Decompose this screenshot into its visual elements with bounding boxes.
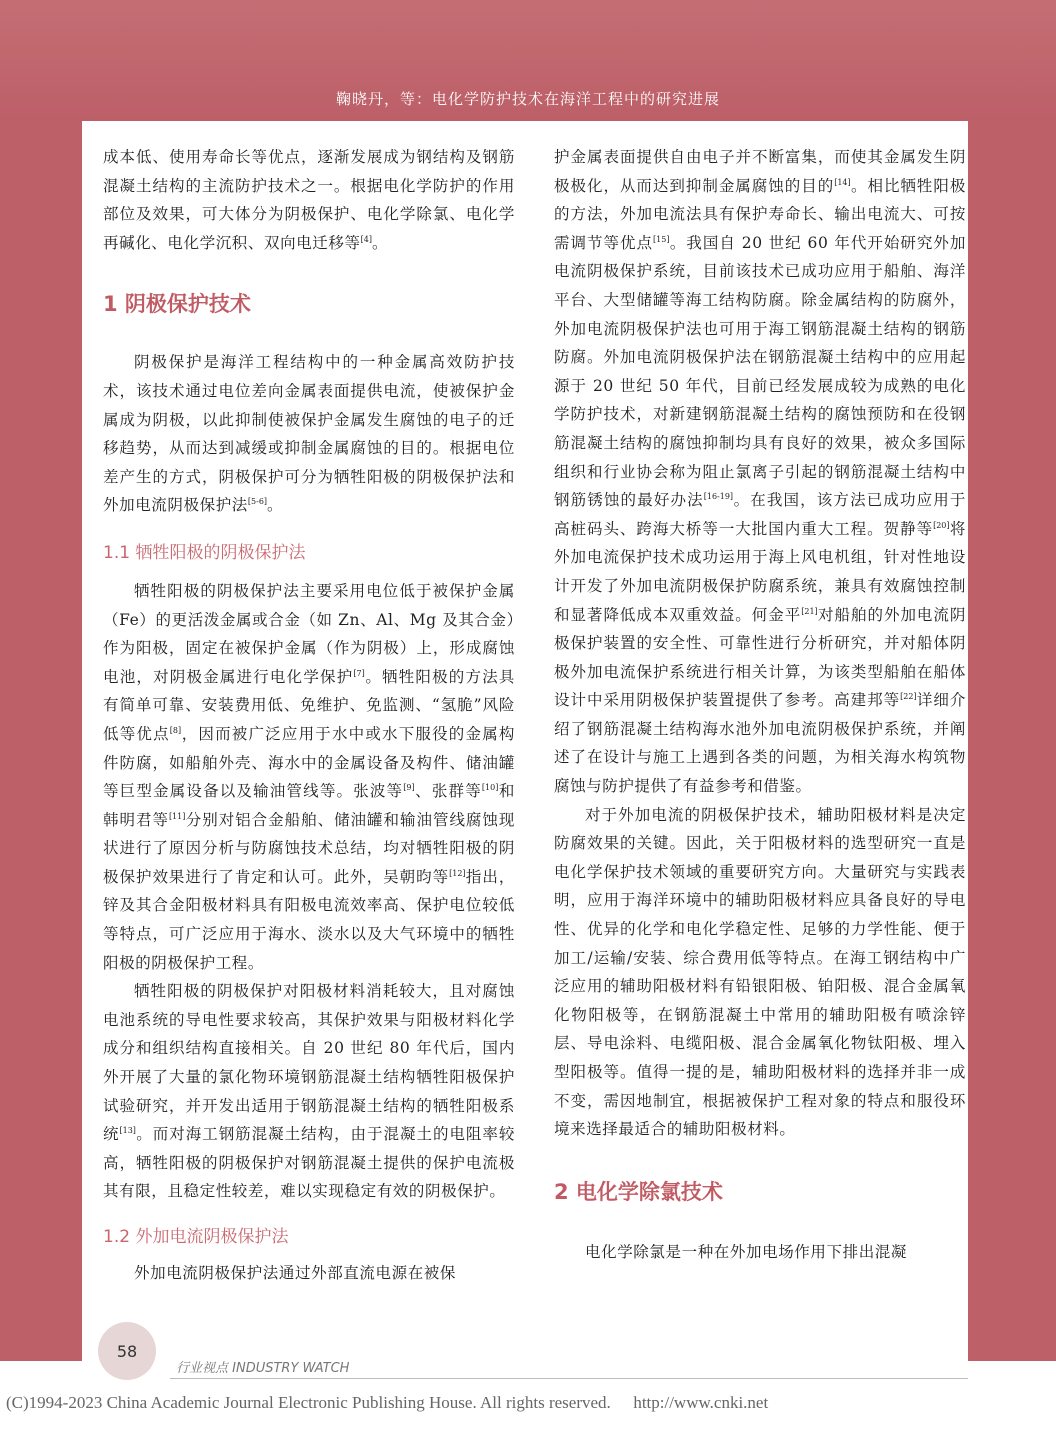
text-run: 阴极保护是海洋工程结构中的一种金属高效防护技术，该技术通过电位差向金属表面提供电流，使被保护金属成为阴极，以此抑制使被保护金属发生腐蚀的电子的迁移趋势，从而达到减缓或抑制金属腐蚀的目的。根据电位差产生的方式，阴极保护可分为牺牲阳极的阴极保护法和外加电流阴极保护法 <box>103 353 515 515</box>
right-margin-band <box>968 121 1056 1361</box>
citation-ref: [8] <box>169 725 182 735</box>
citation-ref: [20] <box>933 520 950 530</box>
citation-ref: [21] <box>801 606 818 616</box>
text-run: ，因而被广泛应用于水中或水下服役的金属构件防腐，如船舶外壳、海水中的金属设备及构件、储油罐等巨型金属设备以及输油管线等。张波等 <box>103 724 515 801</box>
subsection-heading-1-2: 1.2 外加电流阴极保护法 <box>103 1227 289 1247</box>
text-run: 。牺牲阳极的方法具有简单可靠、安装费用低、免维护、免监测、“氢脆”风险低等优点 <box>103 667 515 743</box>
paragraph <box>103 977 515 1206</box>
citation-ref: [4] <box>360 234 372 244</box>
left-column <box>103 121 515 1288</box>
footer-divider <box>170 1378 968 1379</box>
text-run: 分别对铝合金船舶、储油罐和输油管线腐蚀现状进行了原因分析与防腐蚀技术总结，均对牺牲阳极的阴极保护效果进行了肯定和认可。此外，吴朝昀等 <box>103 810 515 886</box>
paragraph <box>554 1238 966 1267</box>
section-heading-2: 2 电化学除氯技术 <box>554 1179 723 1204</box>
text-run: 对于外加电流的阴极保护技术，辅助阳极材料是决定防腐效果的关键。因此，关于阳极材料的选型研究一直是电化学保护技术领域的重要研究方向。大量研究与实践表明，应用于海洋环境中的辅助阳极材料应具备良好的导电性、优异的化学和电化学稳定性、足够的力学性能、便于加工/运输/安装、综合费用低等特点。在海工钢结构中广泛应用的辅助阳极材料有铅银阳极、铂阳极、混合金属氧化物阳极等，在钢筋混凝土中常用的辅助阳极有喷涂锌层、导电涂料、电缆阳极、混合金属氧化物钛阳极、埋入型阳极等。值得一提的是，辅助阳极材料的选择并非一成不变，需因地制宜，根据被保护工程对象的特点和服役环境来选择最适合的辅助阳极材料。 <box>554 805 966 1139</box>
text-run: 指出，锌及其合金阳极材料具有阳极电流效率高、保护电位较低等特点，可广泛应用于海水、淡水以及大气环境中的牺牲阳极的阴极保护工程。 <box>103 867 515 972</box>
text-run: 牺牲阳极的阴极保护对阳极材料消耗较大，且对腐蚀电池系统的导电性要求较高，其保护效果与阳极材料化学成分和组织结构直接相关。自 20 世纪 80 年代后，国内外开展了大量的氯化物环境钢筋混凝土结构牺牲阳极保护试验研究，并开发出适用于钢筋混凝土结构的牺牲阳极系统 <box>103 982 515 1144</box>
citation-ref: [22] <box>900 692 917 702</box>
text-run: 外加电流阴极保护法通过外部直流电源在被保 <box>134 1264 457 1282</box>
section-label: 行业视点 INDUSTRY WATCH <box>176 1361 350 1376</box>
paragraph <box>103 577 515 977</box>
text-run: 对船舶的外加电流阴极保护装置的安全性、可靠性进行分析研究，并对船体阴极外加电流保护系统进行相关计算，为该类型船舶在船体设计中采用阴极保护装置提供了参考。高建邦等 <box>554 605 966 710</box>
citation-ref: [15] <box>653 234 670 244</box>
text-run: 。 <box>371 233 389 252</box>
left-margin-band <box>0 121 82 1361</box>
paragraph <box>103 1259 515 1288</box>
section-heading-1: 1 阴极保护技术 <box>103 292 251 317</box>
subsection-heading-1-1: 1.1 牺牲阳极的阴极保护法 <box>103 542 306 563</box>
text-run: 。相比牺牲阳极的方法，外加电流法具有保护寿命长、输出电流大、可按需调节等优点 <box>554 176 967 252</box>
citation-ref: [12] <box>449 868 466 878</box>
citation-ref: [14] <box>834 177 851 187</box>
citation-ref: [16-19] <box>703 492 734 502</box>
text-run: 牺牲阳极的阴极保护法主要采用电位低于被保护金属（Fe）的更活泼金属或合金（如 Zn、Al、Mg 及其合金）作为阳极，固定在被保护金属（作为阴极）上，形成腐蚀电池，对阴极金属进行电化学保护 <box>103 581 515 686</box>
page-number: 58 <box>116 1342 138 1361</box>
text-run: 电化学除氯是一种在外加电场作用下排出混凝 <box>585 1242 908 1261</box>
text-run: 成本低、使用寿命长等优点，逐渐发展成为钢结构及钢筋混凝土结构的主流防护技术之一。根据电化学防护的作用部位及效果，可大体分为阴极保护、电化学除氯、电化学再碱化、电化学沉积、双向电迁移等 <box>103 148 515 252</box>
text-run: 、张群等 <box>414 782 482 801</box>
paragraph <box>103 143 515 257</box>
citation-ref: [9] <box>403 783 415 793</box>
citation-ref: [10] <box>481 783 499 793</box>
cnki-link[interactable]: http://www.cnki.net <box>633 1393 769 1412</box>
citation-ref: [13] <box>119 1126 136 1136</box>
text-run: 详细介绍了钢筋混凝土结构海水池外加电流阴极保护系统，并阐述了在设计与施工上遇到各类的问题，为相关海水构筑物腐蚀与防护提供了有益参考和借鉴。 <box>554 691 966 796</box>
citation-ref: [11] <box>168 811 186 821</box>
citation-ref: [7] <box>353 668 365 678</box>
citation-ref: [5-6] <box>247 497 268 507</box>
text-run: 将外加电流保护技术成功运用于海上风电机组，针对性地设计开发了外加电流阴极保护防腐系统，兼具有效腐蚀控制和显著降低成本双重效益。何金平 <box>554 519 966 624</box>
text-run: 。在我国，该方法已成功应用于高桩码头、跨海大桥等一大批国内重大工程。贺静等 <box>554 491 966 538</box>
paragraph <box>103 348 515 520</box>
text-run: 护金属表面提供自由电子并不断富集，而使其金属发生阴极极化，从而达到抑制金属腐蚀的目的 <box>554 148 966 195</box>
text-run: 。我国自 20 世纪 60 年代开始研究外加电流阴极保护系统，目前该技术已成功应用于船舶、海洋平台、大型储罐等海工结构防腐。除金属结构的防腐外，外加电流阴极保护法也可用于海工钢筋混凝土结构的钢筋防腐。外加电流阴极保护法在钢筋混凝土结构中的应用起源于 20 世纪 50 年代，目前已经发展成较为成熟的电化学防护技术，对新建钢筋混凝土结构的腐蚀预防和在役钢筋混凝土结构的腐蚀抑制均具有良好的效果，被众多国际组织和行业协会称为阻止氯离子引起的钢筋混凝土结构中钢筋锈蚀的最好办法 <box>554 233 966 510</box>
text-run: 。 <box>267 496 284 515</box>
paragraph <box>554 801 966 1144</box>
right-column <box>554 121 966 1266</box>
running-title: 鞠晓丹，等：电化学防护技术在海洋工程中的研究进展 <box>335 90 720 108</box>
text-run: 。而对海工钢筋混凝土结构，由于混凝土的电阻率较高，牺牲阳极的阴极保护对钢筋混凝土提供的保护电流极其有限，且稳定性较差，难以实现稳定有效的阴极保护。 <box>103 1125 515 1201</box>
text-run: 和韩明君等 <box>103 782 515 829</box>
paragraph <box>554 143 966 801</box>
page-body <box>82 121 968 1361</box>
copyright-text: (C)1994-2023 China Academic Journal Electronic Publishing House. All rights reserved. <box>6 1393 611 1412</box>
copyright-line <box>6 1393 768 1413</box>
